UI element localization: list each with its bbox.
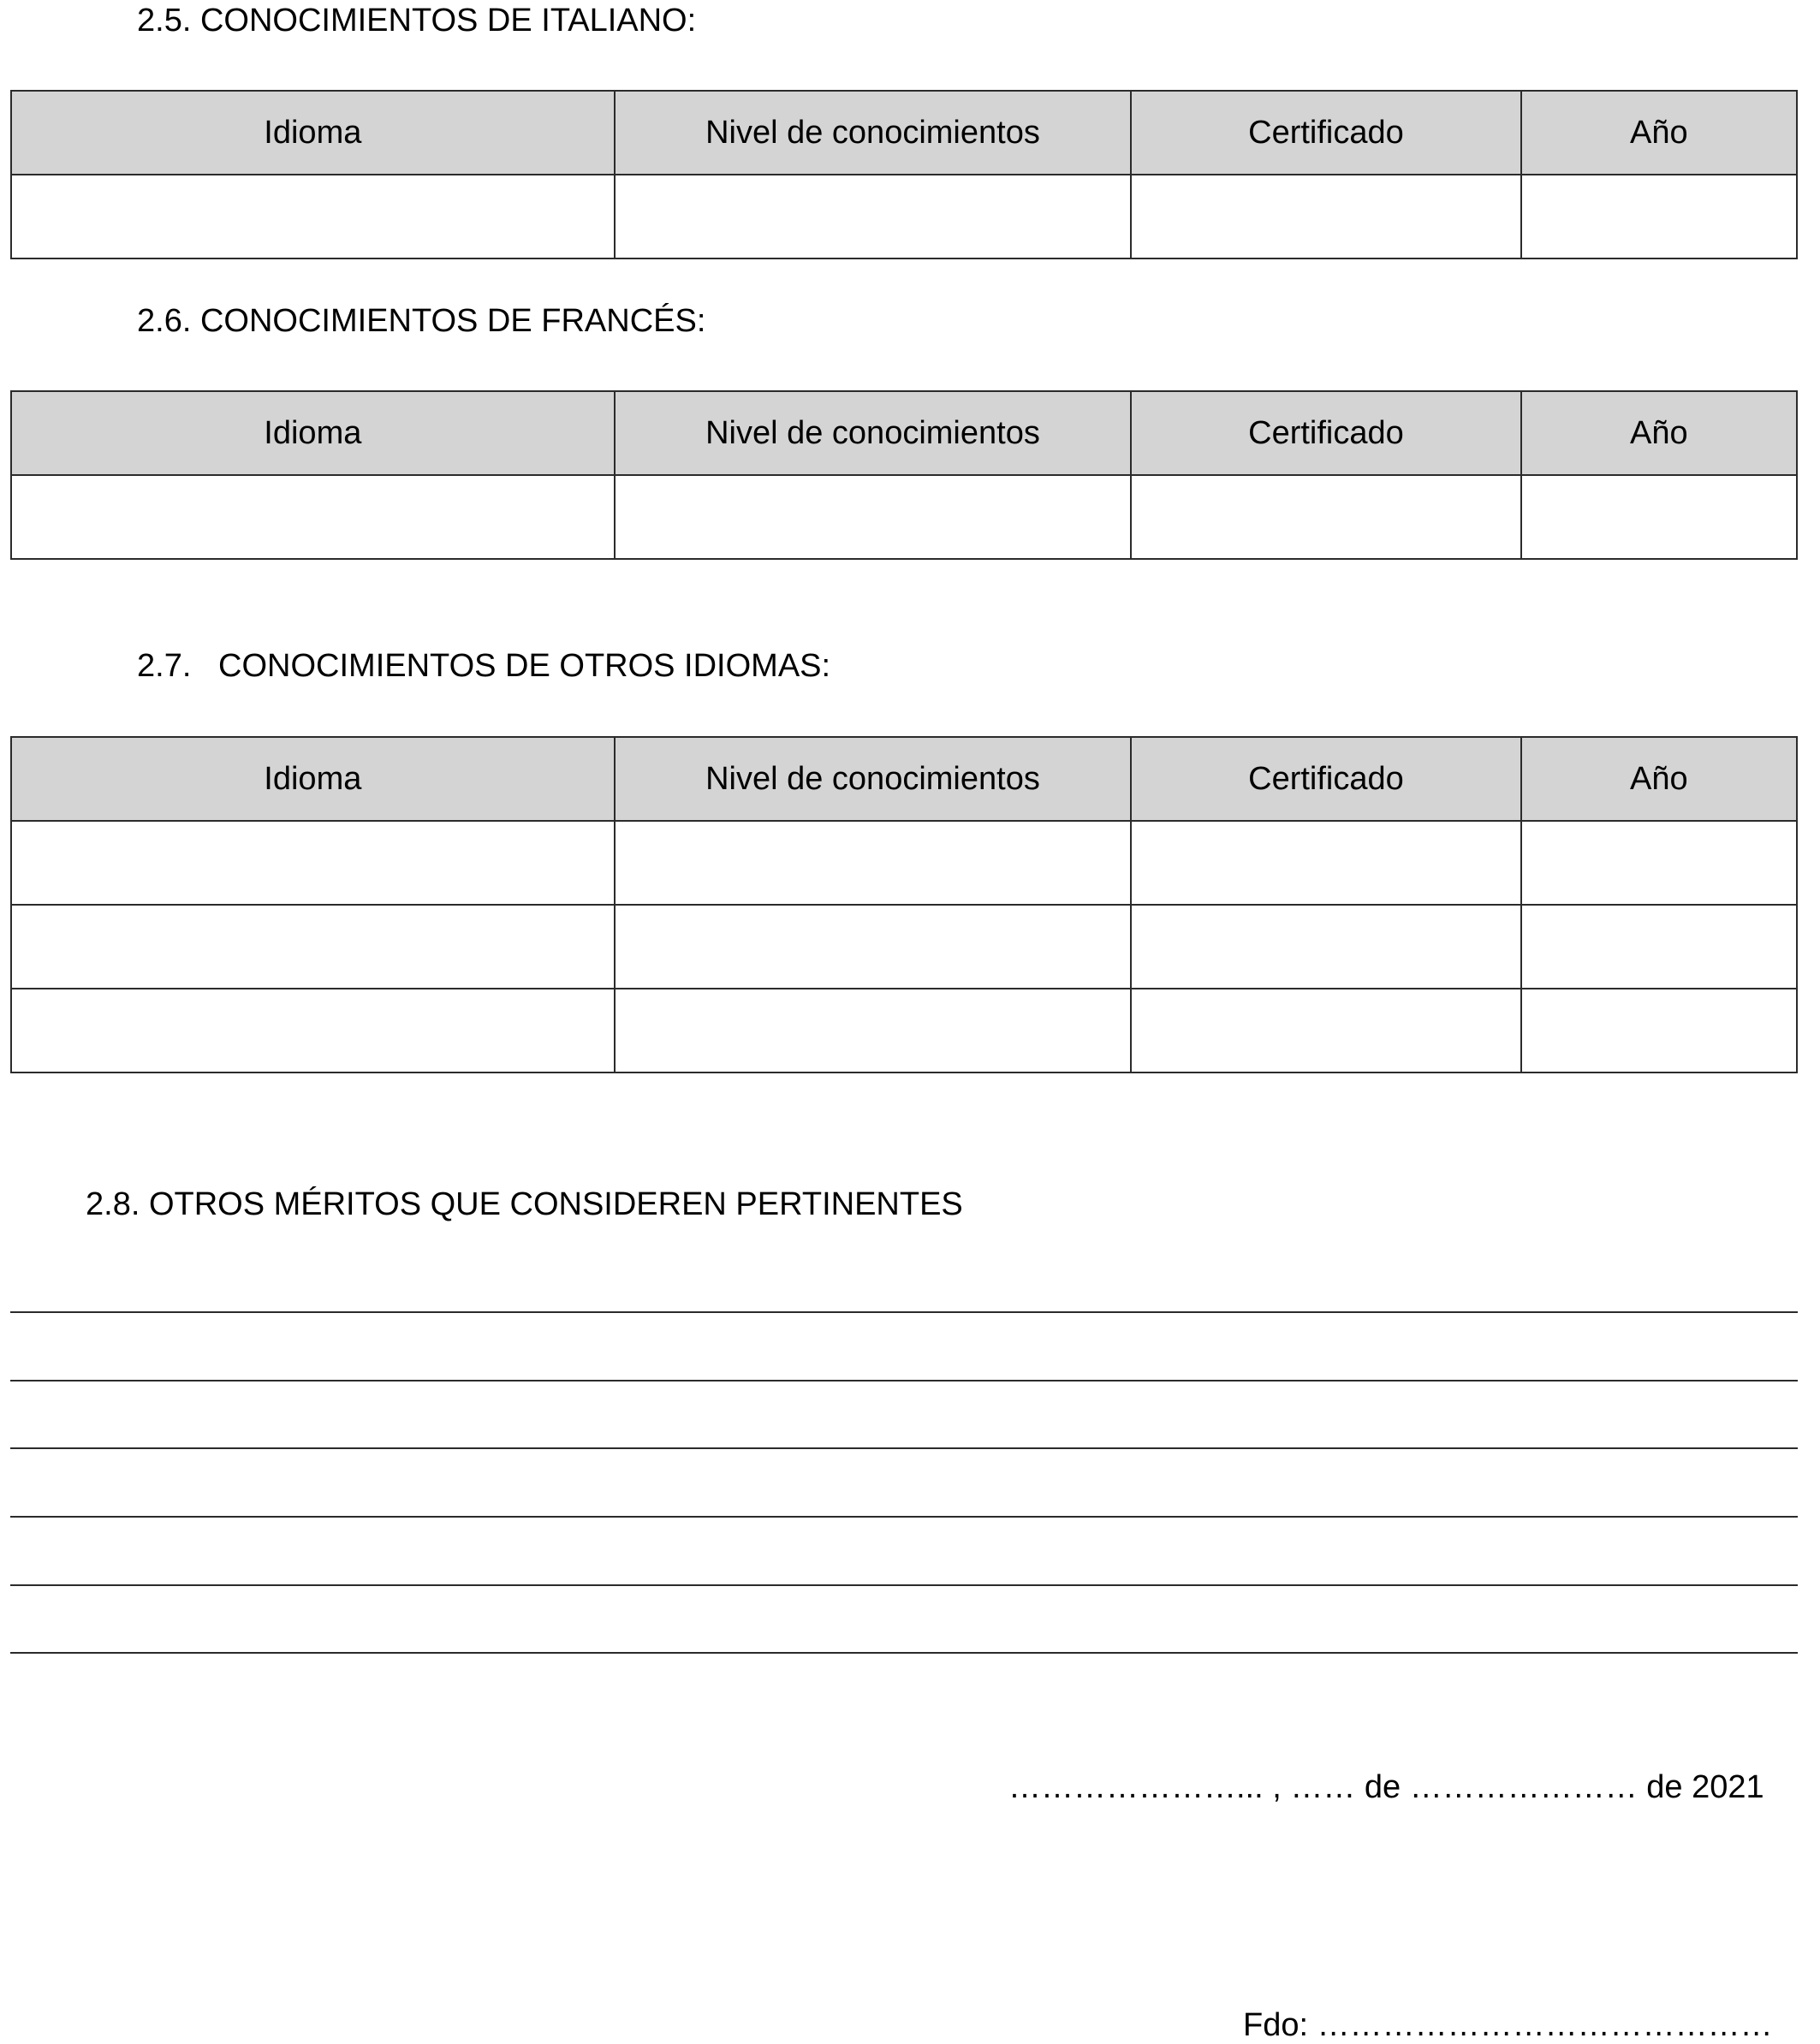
cell-anio[interactable] bbox=[1521, 821, 1797, 905]
table-row bbox=[11, 905, 1797, 989]
cell-idioma[interactable] bbox=[11, 821, 615, 905]
merits-write-line[interactable] bbox=[10, 1516, 1798, 1518]
table-header-row bbox=[11, 391, 1797, 475]
section-title-otros-meritos: 2.8. OTROS MÉRITOS QUE CONSIDEREN PERTINENTES bbox=[86, 1186, 963, 1222]
header-idioma: Idioma bbox=[11, 391, 615, 475]
cell-nivel[interactable] bbox=[615, 989, 1132, 1073]
cell-idioma[interactable] bbox=[11, 905, 615, 989]
section-title-frances: 2.6. CONOCIMIENTOS DE FRANCÉS: bbox=[137, 303, 706, 339]
cell-nivel[interactable] bbox=[615, 821, 1132, 905]
header-anio: Año bbox=[1521, 391, 1797, 475]
table-row bbox=[11, 175, 1797, 258]
cell-anio[interactable] bbox=[1521, 475, 1797, 559]
merits-write-line[interactable] bbox=[10, 1311, 1798, 1313]
signature-line: Fdo: …………………………………… bbox=[1243, 2007, 1773, 2043]
header-anio: Año bbox=[1521, 737, 1797, 821]
header-nivel: Nivel de conocimientos bbox=[615, 391, 1132, 475]
otros-idiomas-table bbox=[10, 736, 1798, 1073]
table-row bbox=[11, 475, 1797, 559]
table-row bbox=[11, 821, 1797, 905]
table-header-row bbox=[11, 737, 1797, 821]
section-title-otros-idiomas: 2.7. CONOCIMIENTOS DE OTROS IDIOMAS: bbox=[137, 648, 831, 684]
cell-certificado[interactable] bbox=[1131, 175, 1520, 258]
table-row bbox=[11, 989, 1797, 1073]
cell-nivel[interactable] bbox=[615, 905, 1132, 989]
cell-nivel[interactable] bbox=[615, 475, 1132, 559]
merits-write-line[interactable] bbox=[10, 1380, 1798, 1381]
header-nivel: Nivel de conocimientos bbox=[615, 737, 1132, 821]
header-anio: Año bbox=[1521, 91, 1797, 175]
cell-anio[interactable] bbox=[1521, 989, 1797, 1073]
header-idioma: Idioma bbox=[11, 91, 615, 175]
frances-table bbox=[10, 390, 1798, 560]
merits-write-line[interactable] bbox=[10, 1584, 1798, 1586]
cell-idioma[interactable] bbox=[11, 175, 615, 258]
cell-anio[interactable] bbox=[1521, 175, 1797, 258]
header-certificado: Certificado bbox=[1131, 91, 1520, 175]
table-header-row bbox=[11, 91, 1797, 175]
merits-write-line[interactable] bbox=[10, 1652, 1798, 1654]
italiano-table bbox=[10, 90, 1798, 259]
cell-certificado[interactable] bbox=[1131, 989, 1520, 1073]
header-certificado: Certificado bbox=[1131, 737, 1520, 821]
header-nivel: Nivel de conocimientos bbox=[615, 91, 1132, 175]
cell-idioma[interactable] bbox=[11, 989, 615, 1073]
cell-nivel[interactable] bbox=[615, 175, 1132, 258]
cell-idioma[interactable] bbox=[11, 475, 615, 559]
header-certificado: Certificado bbox=[1131, 391, 1520, 475]
merits-write-line[interactable] bbox=[10, 1447, 1798, 1449]
section-title-italiano: 2.5. CONOCIMIENTOS DE ITALIANO: bbox=[137, 3, 697, 39]
header-idioma: Idioma bbox=[11, 737, 615, 821]
cell-certificado[interactable] bbox=[1131, 905, 1520, 989]
cell-certificado[interactable] bbox=[1131, 475, 1520, 559]
place-date-line: …………………... , …… de ………………… de 2021 bbox=[1008, 1769, 1764, 1805]
cell-anio[interactable] bbox=[1521, 905, 1797, 989]
cell-certificado[interactable] bbox=[1131, 821, 1520, 905]
